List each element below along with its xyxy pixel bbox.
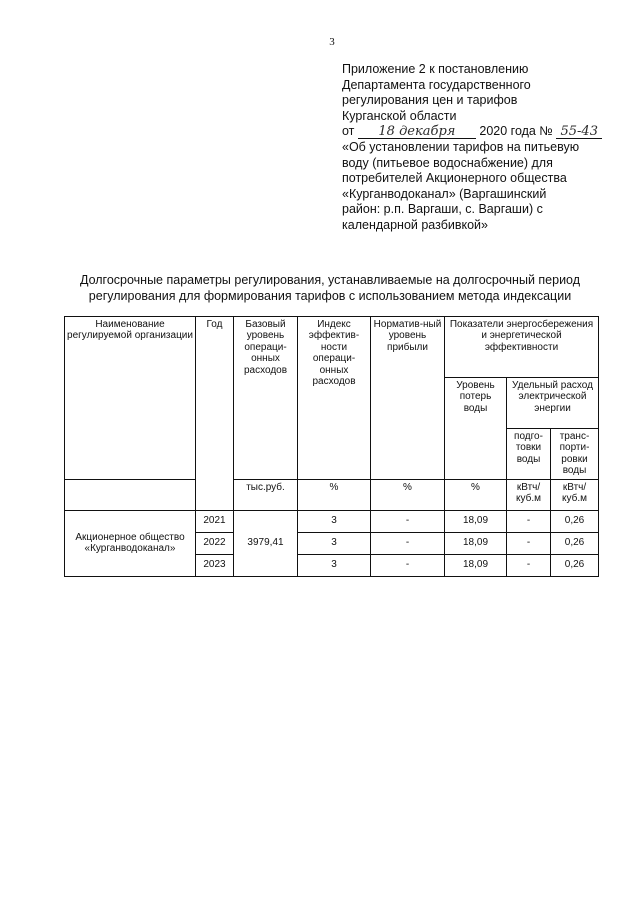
appendix-line: Приложение 2 к постановлению [342,62,529,76]
header-row [65,317,599,378]
date-prefix: от [342,124,355,139]
profit-cell: - [371,532,445,554]
appendix-line: Департамента государственного [342,77,531,92]
appendix-title-line: «Об установлении тарифов на питьевую [342,139,580,154]
year-cell: 2023 [196,554,234,576]
appendix-line: регулирования цен и тарифов [342,93,518,108]
title-line: регулирования для формирования тарифов с использованием метода индексации [88,289,572,303]
appendix-date-line [342,124,612,140]
losses-cell: 18,09 [445,532,507,554]
unit-profit: % [371,479,445,510]
year-text: 2020 года № [479,124,553,139]
unit-index: % [298,479,371,510]
profit-cell: - [371,554,445,576]
index-cell: 3 [298,554,371,576]
unit-losses: % [445,479,507,510]
losses-cell: 18,09 [445,554,507,576]
header-specific: Удельный расход электрической энергии [507,378,599,429]
unit-base: тыс.руб. [234,479,298,510]
org-name-cell: Акционерное общество «Курганводоканал» [65,510,196,576]
transport-cell: 0,26 [551,510,599,532]
parameters-table [64,316,599,577]
header-losses: Уровень потерь воды [445,378,507,480]
units-row [65,479,599,510]
header-energy: Показатели энергосбережения и энергетической эффективности [445,317,599,378]
page-number: 3 [329,36,335,48]
year-cell: 2021 [196,510,234,532]
prep-cell: - [507,554,551,576]
header-transport: транс-порти-ровки воды [551,429,599,480]
header-org: Наименование регулируемой организации [65,317,196,480]
appendix-title-line: потребителей Акционерного общества [342,171,567,186]
table-row [65,510,599,532]
year-cell: 2022 [196,532,234,554]
unit-prep: кВтч/ куб.м [507,479,551,510]
handwritten-date: 18 декабря [358,126,476,139]
header-index: Индекс эффектив-ности операци-онных расходов [298,317,371,480]
unit-org [65,479,196,510]
appendix-block [342,62,612,234]
handwritten-number: 55-43 [556,126,602,139]
appendix-title-line: календарной разбивкой» [342,217,488,232]
prep-cell: - [507,532,551,554]
index-cell: 3 [298,510,371,532]
appendix-title-line: «Курганводоканал» (Варгашинский [342,186,547,201]
document-title [40,272,620,304]
transport-cell: 0,26 [551,554,599,576]
appendix-title-line: воду (питьевое водоснабжение) для [342,155,553,170]
base-value-cell: 3979,41 [234,510,298,576]
unit-transport: кВтч/ куб.м [551,479,599,510]
transport-cell: 0,26 [551,532,599,554]
appendix-line: Курганской области [342,108,457,123]
profit-cell: - [371,510,445,532]
header-profit: Норматив-ный уровень прибыли [371,317,445,480]
header-base: Базовый уровень операци-онных расходов [234,317,298,480]
index-cell: 3 [298,532,371,554]
prep-cell: - [507,510,551,532]
header-year: Год [196,317,234,511]
title-line: Долгосрочные параметры регулирования, устанавливаемые на долгосрочный период [79,273,581,287]
header-prep: подго-товки воды [507,429,551,480]
appendix-title-line: район: р.п. Варгаши, с. Варгаши) с [342,202,543,217]
losses-cell: 18,09 [445,510,507,532]
